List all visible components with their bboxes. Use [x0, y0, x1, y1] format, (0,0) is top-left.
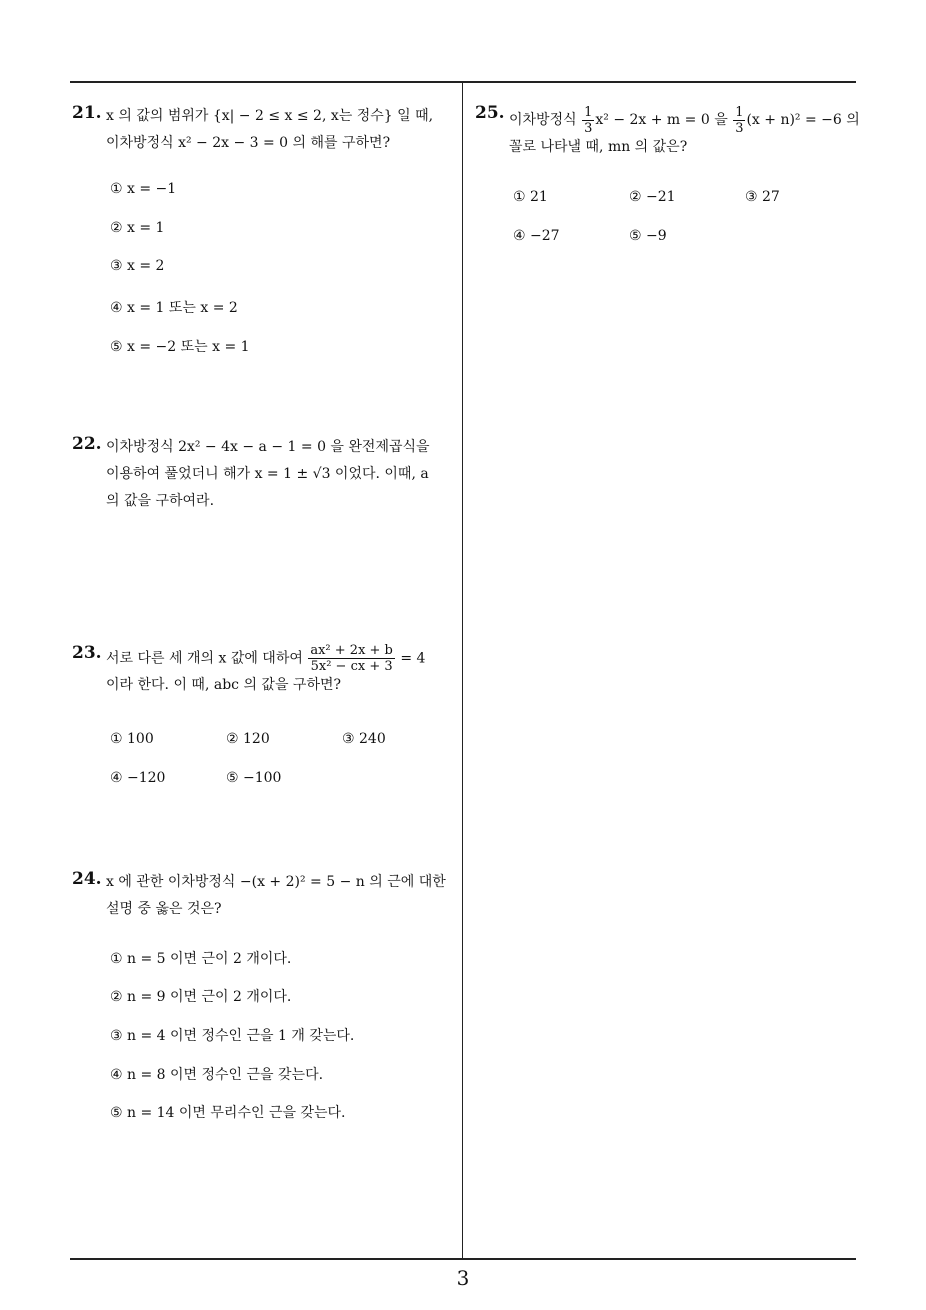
- question-number: 24.: [72, 869, 102, 889]
- page-number: 3: [456, 1266, 470, 1290]
- question-line: x 에 관한 이차방정식 −(x + 2)² = 5 − n 의 근에 대한: [106, 874, 446, 890]
- question-text: [509, 103, 860, 157]
- option-1[interactable]: ① 100: [110, 731, 154, 747]
- question-22: [72, 434, 457, 524]
- question-text: [106, 869, 446, 923]
- question-text-pre: 서로 다른 세 개의 x 값에 대하여: [106, 650, 303, 667]
- fraction-numerator: ax² + 2x + b: [310, 643, 393, 658]
- top-rule: [70, 81, 856, 83]
- question-21: [72, 103, 457, 363]
- column-divider: [462, 82, 463, 1260]
- question-text: [106, 643, 425, 696]
- option-5[interactable]: ⑤ x = −2 또는 x = 1: [110, 339, 250, 355]
- option-2[interactable]: ② 120: [226, 731, 270, 747]
- question-line: x 의 값의 범위가 {x| − 2 ≤ x ≤ 2, x는 정수} 일 때,: [106, 108, 434, 124]
- option-2[interactable]: ② n = 9 이면 근이 2 개이다.: [110, 989, 292, 1005]
- question-number: 21.: [72, 103, 102, 123]
- fraction: [733, 105, 745, 136]
- question-text-mid: x² − 2x + m = 0 을: [595, 112, 728, 128]
- option-4[interactable]: ④ n = 8 이면 정수인 근을 갖는다.: [110, 1067, 324, 1083]
- question-number: 23.: [72, 643, 102, 663]
- fraction: [582, 105, 594, 136]
- question-line: 의 값을 구하여라.: [106, 493, 215, 509]
- option-4[interactable]: ④ −27: [513, 228, 560, 244]
- option-5[interactable]: ⑤ n = 14 이면 무리수인 근을 갖는다.: [110, 1105, 346, 1121]
- question-line: [509, 103, 860, 137]
- fraction-denominator: 3: [584, 120, 593, 136]
- option-4[interactable]: ④ −120: [110, 770, 166, 786]
- fraction: [308, 643, 395, 674]
- option-4[interactable]: ④ x = 1 또는 x = 2: [110, 300, 238, 316]
- option-5[interactable]: ⑤ −9: [629, 228, 667, 244]
- fraction-numerator: 1: [584, 104, 593, 120]
- question-line: 이차방정식 2x² − 4x − a − 1 = 0 을 완전제곱식을: [106, 439, 430, 455]
- question-line: 이라 한다. 이 때, abc 의 값을 구하면?: [106, 677, 341, 693]
- option-5[interactable]: ⑤ −100: [226, 770, 282, 786]
- question-23: [72, 643, 457, 793]
- question-text-post: (x + n)² = −6 의: [746, 112, 860, 128]
- question-line: [106, 643, 425, 674]
- option-1[interactable]: ① n = 5 이면 근이 2 개이다.: [110, 951, 292, 967]
- option-3[interactable]: ③ n = 4 이면 정수인 근을 1 개 갖는다.: [110, 1028, 355, 1044]
- fraction-denominator: 5x² − cx + 3: [310, 659, 393, 674]
- question-text-post: = 4: [400, 650, 426, 667]
- question-text-pre: 이차방정식: [509, 112, 577, 128]
- question-number: 25.: [475, 103, 505, 123]
- option-3[interactable]: ③ 240: [342, 731, 386, 747]
- question-24: [72, 869, 457, 1129]
- option-3[interactable]: ③ 27: [745, 189, 780, 205]
- option-1[interactable]: ① x = −1: [110, 181, 177, 197]
- option-2[interactable]: ② −21: [629, 189, 676, 205]
- fraction-denominator: 3: [735, 120, 744, 136]
- question-line: 이차방정식 x² − 2x − 3 = 0 의 해를 구하면?: [106, 135, 391, 151]
- question-line: 꼴로 나타낼 때, mn 의 값은?: [509, 139, 688, 155]
- fraction-numerator: 1: [735, 104, 744, 120]
- option-3[interactable]: ③ x = 2: [110, 258, 165, 274]
- question-25: [475, 103, 860, 253]
- question-line: 설명 중 옳은 것은?: [106, 901, 222, 917]
- bottom-rule: [70, 1258, 856, 1260]
- question-line: 이용하여 풀었더니 해가 x = 1 ± √3 이었다. 이때, a: [106, 466, 429, 482]
- option-2[interactable]: ② x = 1: [110, 220, 165, 236]
- question-number: 22.: [72, 434, 102, 454]
- option-1[interactable]: ① 21: [513, 189, 548, 205]
- question-text: [106, 103, 433, 157]
- question-text: [106, 434, 430, 515]
